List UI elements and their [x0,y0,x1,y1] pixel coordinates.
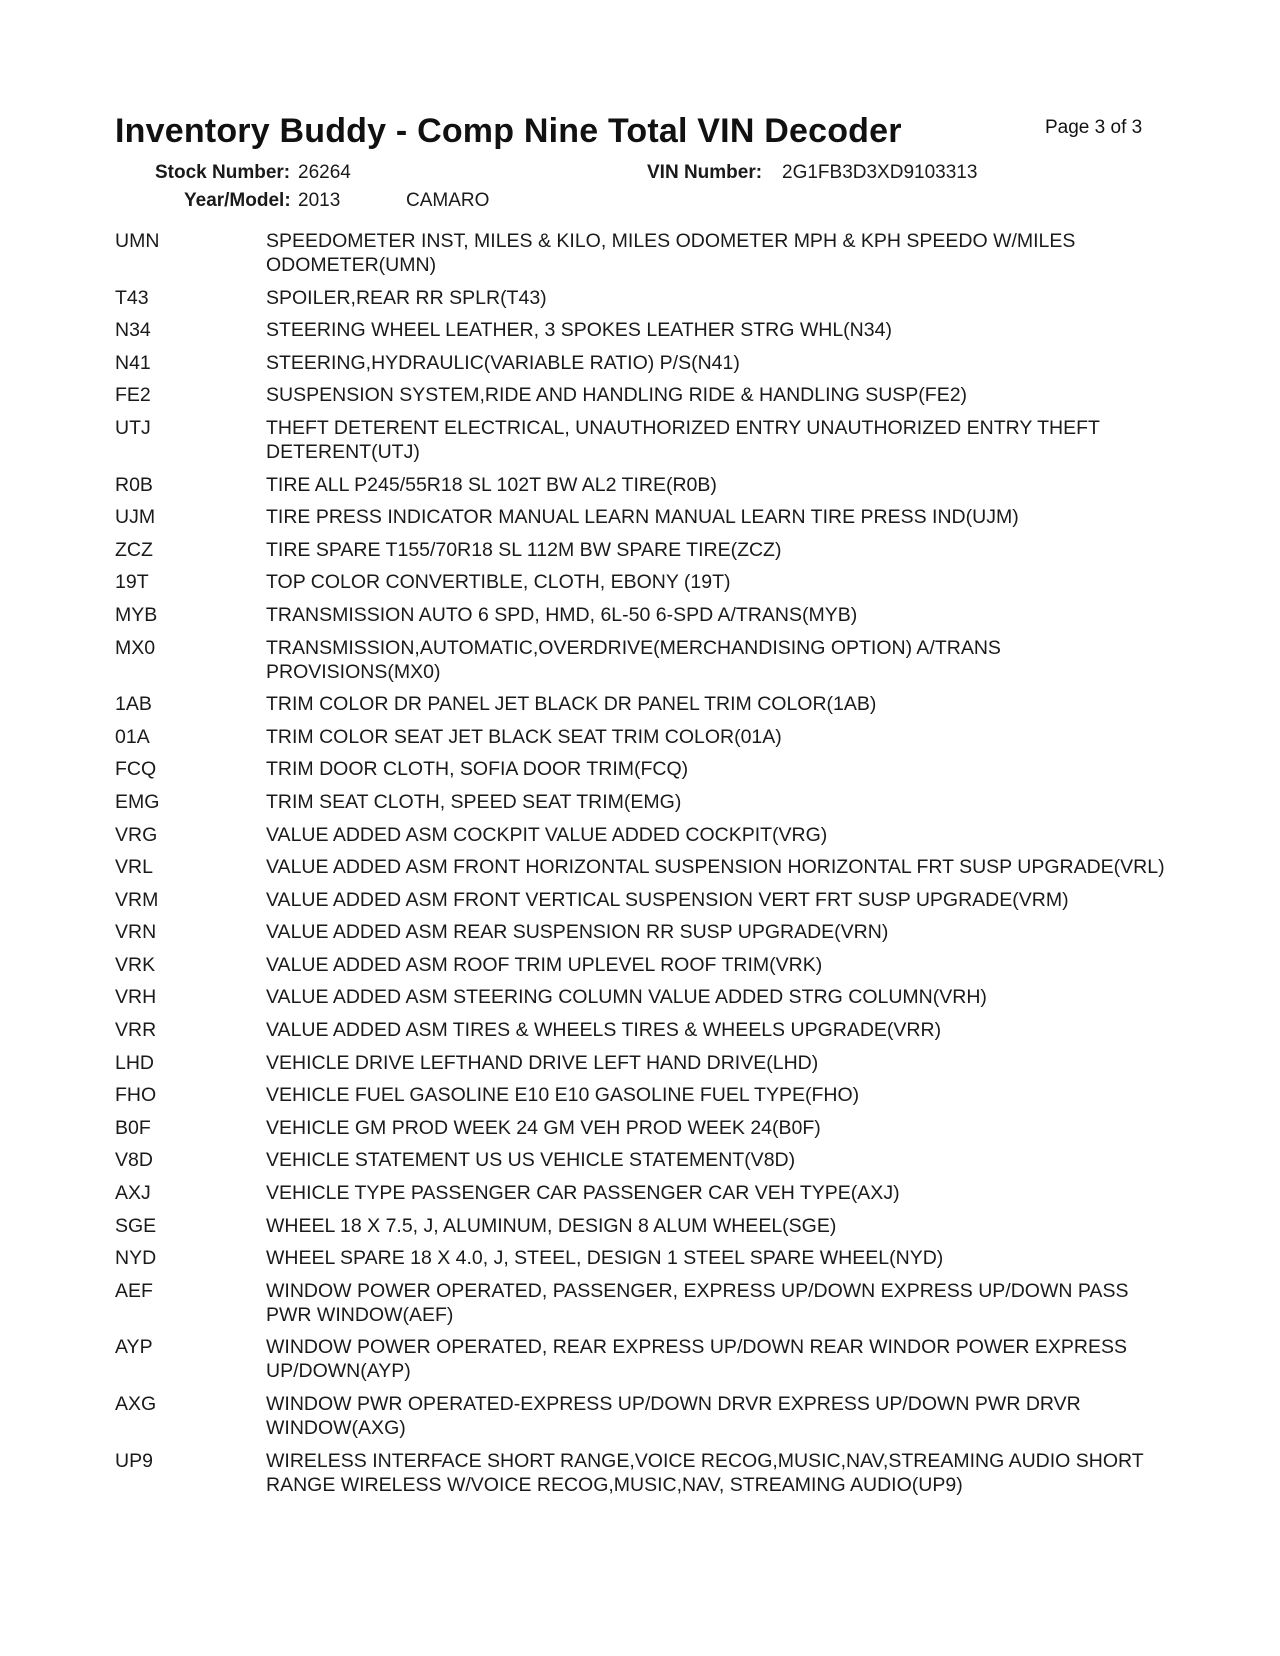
option-code: FCQ [115,758,157,781]
option-description: VALUE ADDED ASM COCKPIT VALUE ADDED COCKPIT(VRG) [266,823,828,846]
option-description: VALUE ADDED ASM STEERING COLUMN VALUE ADDED STRG COLUMN(VRH) [266,986,987,1009]
option-row [115,920,1165,944]
option-code: N34 [115,319,151,342]
option-description: WINDOW POWER OPERATED, PASSENGER, EXPRESS UP/DOWN EXPRESS UP/DOWN PASS PWR WINDOW(AEF) [266,1279,1129,1326]
option-description: TRIM COLOR DR PANEL JET BLACK DR PANEL TRIM COLOR(1AB) [266,693,877,716]
option-description: TIRE ALL P245/55R18 SL 102T BW AL2 TIRE(R0B) [266,473,717,496]
option-description: VEHICLE STATEMENT US US VEHICLE STATEMENT(V8D) [266,1149,796,1172]
option-description: WINDOW PWR OPERATED-EXPRESS UP/DOWN DRVR EXPRESS UP/DOWN PWR DRVR WINDOW(AXG) [266,1393,1081,1439]
option-code: ZCZ [115,538,153,561]
option-row [115,1335,1165,1383]
option-description: VEHICLE DRIVE LEFTHAND DRIVE LEFT HAND DRIVE(LHD) [266,1051,819,1074]
option-description: VEHICLE GM PROD WEEK 24 GM VEH PROD WEEK 24(B0F) [266,1116,821,1139]
option-row [115,692,1165,716]
option-row [115,1116,1165,1140]
option-row [115,823,1165,847]
option-row [115,855,1165,879]
option-description: VEHICLE TYPE PASSENGER CAR PASSENGER CAR VEH TYPE(AXJ) [266,1182,900,1205]
option-code: 1AB [115,693,152,716]
stock-number-label: Stock Number: [155,162,291,183]
option-description: TRANSMISSION AUTO 6 SPD, HMD, 6L-50 6-SPD A/TRANS(MYB) [266,603,858,626]
option-code: AEF [115,1279,153,1302]
model-value: CAMARO [406,190,490,211]
option-description: VALUE ADDED ASM FRONT VERTICAL SUSPENSION VERT FRT SUSP UPGRADE(VRM) [266,888,1069,911]
year-value: 2013 [298,190,341,211]
option-code: AXG [115,1393,157,1415]
option-row [115,538,1165,562]
option-description: WHEEL SPARE 18 X 4.0, J, STEEL, DESIGN 1 STEEL SPARE WHEEL(NYD) [266,1247,944,1270]
option-row [115,757,1165,781]
option-code: B0F [115,1116,151,1139]
option-code: MYB [115,603,158,626]
option-code: UTJ [115,416,151,439]
option-row [115,1083,1165,1107]
option-row [115,473,1165,497]
option-code: EMG [115,790,160,813]
option-code: FE2 [115,384,151,407]
option-row [115,1214,1165,1238]
option-row [115,953,1165,977]
page-number: Page 3 of 3 [1045,117,1143,138]
option-description: WHEEL 18 X 7.5, J, ALUMINUM, DESIGN 8 ALUM WHEEL(SGE) [266,1214,837,1237]
option-code: UJM [115,506,156,529]
option-code: NYD [115,1247,157,1270]
option-code: VRR [115,1019,157,1042]
option-description: VALUE ADDED ASM ROOF TRIM UPLEVEL ROOF TRIM(VRK) [266,953,823,976]
option-description: TIRE PRESS INDICATOR MANUAL LEARN MANUAL LEARN TIRE PRESS IND(UJM) [266,506,1019,529]
option-code: R0B [115,473,153,496]
option-row [115,1449,1165,1497]
option-row [115,888,1165,912]
option-row [115,229,1165,277]
option-code: LHD [115,1051,155,1074]
option-code: SGE [115,1214,157,1237]
option-row [115,416,1165,464]
option-code: V8D [115,1149,153,1172]
option-description: VALUE ADDED ASM FRONT HORIZONTAL SUSPENSION HORIZONTAL FRT SUSP UPGRADE(VRL) [266,856,1165,879]
option-description: TRIM COLOR SEAT JET BLACK SEAT TRIM COLOR(01A) [266,725,782,748]
option-code: VRM [115,888,159,911]
option-row [115,286,1165,310]
option-description: VALUE ADDED ASM TIRES & WHEELS TIRES & WHEELS UPGRADE(VRR) [266,1019,942,1042]
option-code: VRL [115,856,153,879]
option-description: TRIM SEAT CLOTH, SPEED SEAT TRIM(EMG) [266,790,682,813]
option-description: VALUE ADDED ASM REAR SUSPENSION RR SUSP UPGRADE(VRN) [266,921,889,944]
option-row [115,603,1165,627]
year-model-label: Year/Model: [184,190,291,211]
option-code: 01A [115,725,150,748]
option-code: AYP [115,1336,153,1359]
option-description: WIRELESS INTERFACE SHORT RANGE,VOICE RECOG,MUSIC,NAV,STREAMING AUDIO SHORT RANGE WIRELESS W/VOICE RECOG,MUSIC,NAV, STREAMING AUDIO(UP9) [266,1449,1144,1496]
option-description: TRIM DOOR CLOTH, SOFIA DOOR TRIM(FCQ) [266,758,689,781]
option-code: MX0 [115,636,156,659]
option-row [115,383,1165,407]
option-code: VRK [115,953,156,976]
option-code: AXJ [115,1182,151,1205]
option-row [115,985,1165,1009]
option-row [115,1392,1165,1440]
option-description: VEHICLE FUEL GASOLINE E10 E10 GASOLINE FUEL TYPE(FHO) [266,1084,860,1107]
option-row [115,570,1165,594]
option-description: SPEEDOMETER INST, MILES & KILO, MILES ODOMETER MPH & KPH SPEEDO W/MILES ODOMETER(UMN) [266,230,1076,276]
stock-number-value: 26264 [298,162,351,183]
option-code: UMN [115,230,160,252]
option-description: TIRE SPARE T155/70R18 SL 112M BW SPARE TIRE(ZCZ) [266,538,782,561]
option-code: N41 [115,351,151,374]
option-row [115,505,1165,529]
option-row [115,790,1165,814]
option-description: WINDOW POWER OPERATED, REAR EXPRESS UP/DOWN REAR WINDOR POWER EXPRESS UP/DOWN(AYP) [266,1336,1127,1383]
vin-number-value: 2G1FB3D3XD9103313 [782,162,978,183]
option-row [115,1018,1165,1042]
option-code: FHO [115,1084,157,1107]
option-description: STEERING WHEEL LEATHER, 3 SPOKES LEATHER STRG WHL(N34) [266,319,892,342]
option-description: SPOILER,REAR RR SPLR(T43) [266,286,547,309]
option-row [115,318,1165,342]
option-code: VRH [115,986,157,1009]
option-code: VRG [115,823,158,846]
option-row [115,725,1165,749]
option-row [115,1181,1165,1205]
option-code: 19T [115,571,149,594]
option-description: TOP COLOR CONVERTIBLE, CLOTH, EBONY (19T) [266,571,731,594]
option-code: VRN [115,921,157,944]
option-description: STEERING,HYDRAULIC(VARIABLE RATIO) P/S(N41) [266,351,740,374]
option-code: T43 [115,286,149,309]
option-list [115,229,1165,1505]
option-description: SUSPENSION SYSTEM,RIDE AND HANDLING RIDE & HANDLING SUSP(FE2) [266,384,968,407]
option-row [115,351,1165,375]
option-row [115,636,1165,684]
page-title: Inventory Buddy - Comp Nine Total VIN Decoder [115,112,902,150]
option-description: THEFT DETERENT ELECTRICAL, UNAUTHORIZED ENTRY UNAUTHORIZED ENTRY THEFT DETERENT(UTJ) [266,416,1100,463]
option-row [115,1279,1165,1327]
option-row [115,1148,1165,1172]
option-description: TRANSMISSION,AUTOMATIC,OVERDRIVE(MERCHANDISING OPTION) A/TRANS PROVISIONS(MX0) [266,636,1001,683]
vin-number-label: VIN Number: [647,162,763,183]
option-row [115,1051,1165,1075]
option-row [115,1246,1165,1270]
option-code: UP9 [115,1449,153,1472]
